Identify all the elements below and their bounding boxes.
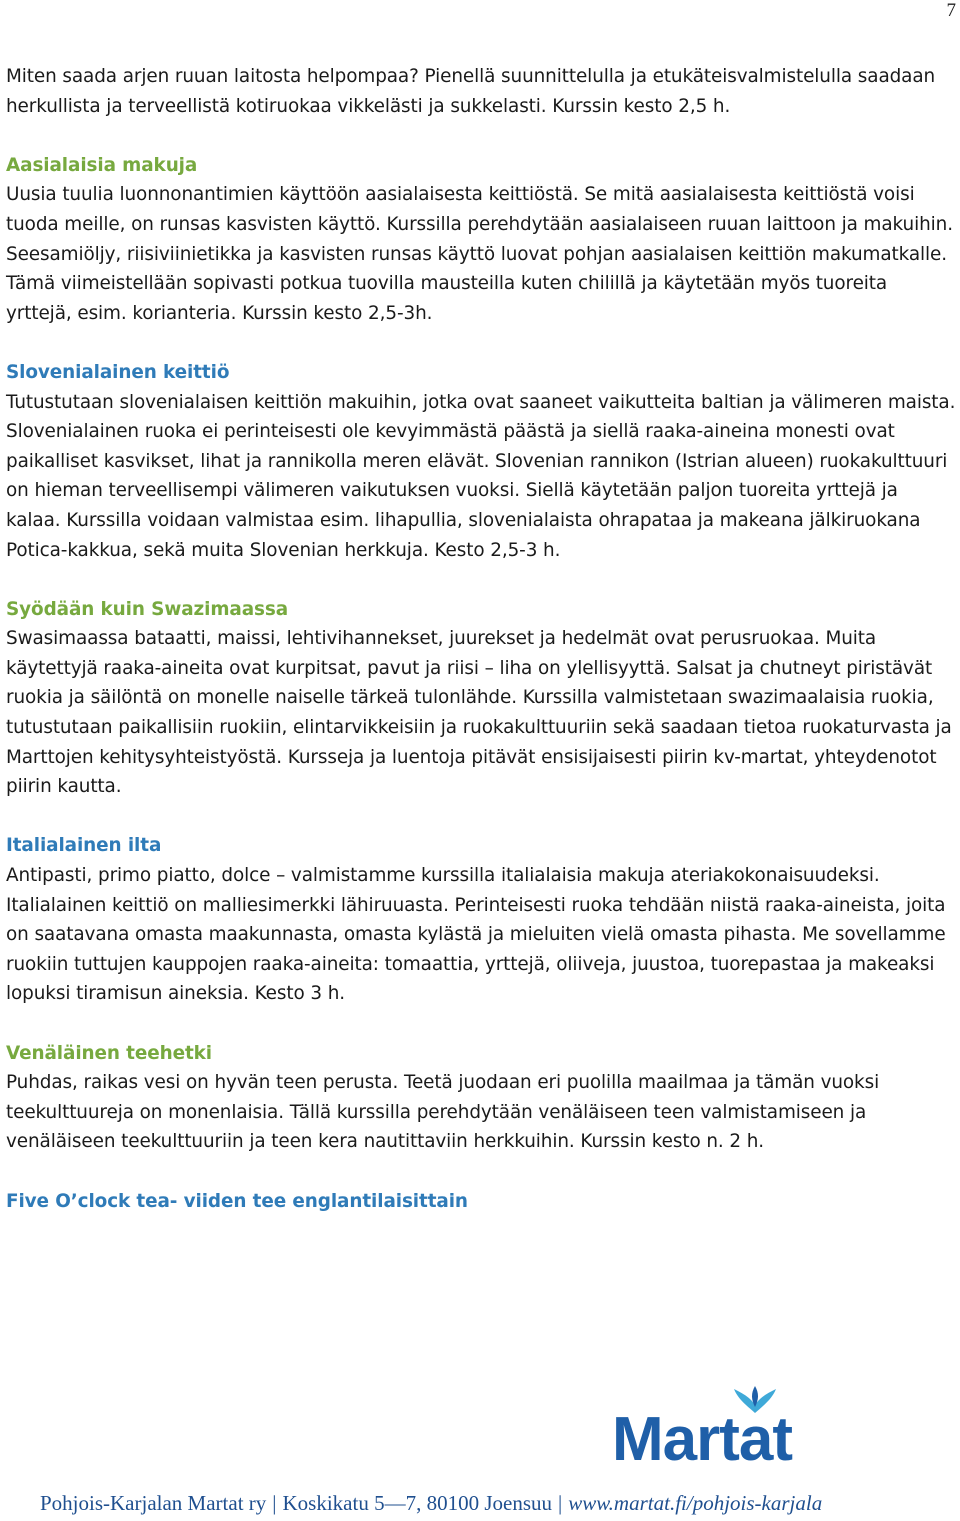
section-asian xyxy=(6,151,956,329)
section-russian xyxy=(6,1039,956,1157)
separator: | xyxy=(558,1491,563,1515)
section-title: Venäläinen teehetki xyxy=(6,1042,213,1064)
section-english-tea xyxy=(6,1187,956,1217)
section-body: Uusia tuulia luonnonantimien käyttöön aasialaisesta keittiöstä. Se mitä aasialaisesta keittiöstä voisi tuoda meille, on runsas kasvisten käyttö. Kurssilla perehdytään aasialaiseen ruuan laittoon ja makuihin. Seesamiöljy, riisiviinietikka ja kasvisten runsas käyttö luovat pohjan aasialaisen keittiön makumatkalle. Tämä viimeistellään sopivasti potkua tuovilla mausteilla kuten chilillä ja käytetään myös tuoreita yrttejä, esim. korianteria. Kurssin kesto 2,5-3h. xyxy=(6,184,953,324)
section-body: Tutustutaan slovenialaisen keittiön makuihin, jotka ovat saaneet vaikutteita baltian ja välimeren maista. Slovenialainen ruoka ei perinteisesti ole kevyimmästä päästä ja siellä raaka-aineina monesti ovat paikalliset kasvikset, lihat ja rannikolla meren elävät. Slovenian rannikon (Istrian alueen) ruokakulttuuri on hieman terveellisempi välimeren vaikutuksen vuoksi. Siellä käytetään paljon tuoreita yrttejä ja kalaa. Kurssilla voidaan valmistaa esim. lihapullia, slovenialaista ohrapataa ja makeana jälkiruokana Potica-kakkua, sekä muita Slovenian herkkuja. Kesto 2,5-3 h. xyxy=(6,391,956,561)
section-title: Five O’clock tea- viiden tee englantilaisittain xyxy=(6,1190,468,1212)
section-swaziland xyxy=(6,595,956,802)
section-body: Puhdas, raikas vesi on hyvän teen perusta. Teetä juodaan eri puolilla maailmaa ja tämän vuoksi teekulttuureja on monenlaisia. Tällä kurssilla perehdytään venäläiseen teen valmistamiseen ja venäläiseen teekulttuuriin ja teen kera nautittaviin herkkuihin. Kurssin kesto n. 2 h. xyxy=(6,1072,880,1153)
address: Koskikatu 5—7, 80100 Joensuu xyxy=(282,1491,552,1515)
section-title: Aasialaisia makuja xyxy=(6,154,198,176)
section-body: Swasimaassa bataatti, maissi, lehtivihannekset, juurekset ja hedelmät ovat perusruokaa. Muita käytettyjä raaka-aineita ovat kurpitsat, pavut ja riisi – liha on ylellisyyttä. Salsat ja chutneyt piristävät ruokia ja säilöntä on monelle naiselle tärkeä tulonlähde. Kurssilla valmistetaan swazimaalaisia ruokia, tutustutaan paikallisiin ruokiin, elintarvikkeisiin ja ruokakulttuuriin sekä saadaan tietoa ruokaturvasta ja Marttojen kehitysyhteistyöstä. Kursseja ja luentoja pitävät ensisijaisesti piirin kv-martat, yhteydenotot piirin kautta. xyxy=(6,628,952,798)
section-italian xyxy=(6,831,956,1009)
section-slovenian xyxy=(6,358,956,565)
section-title: Syödään kuin Swazimaassa xyxy=(6,598,289,620)
page-number: 7 xyxy=(946,0,956,21)
organization-name: Pohjois-Karjalan Martat ry xyxy=(40,1491,267,1515)
document-body xyxy=(6,62,956,1216)
section-body: Antipasti, primo piatto, dolce – valmistamme kurssilla italialaisia makuja ateriakokonaisuudeksi. Italialainen keittiö on malliesimerkki lähiruuasta. Perinteisesti ruoka tehdään niistä raaka-aineista, joita on saatavana omasta maakunnasta, omasta kylästä ja mieluiten vielä omasta pihasta. Me sovellamme ruokiin tuttujen kauppojen raaka-aineita: tomaattia, yrttejä, oliiveja, juustoa, tuorepastaa ja makeaksi lopuksi tiramisun aineksia. Kesto 3 h. xyxy=(6,865,946,1005)
website-link[interactable]: www.martat.fi/pohjois-karjala xyxy=(568,1491,823,1515)
separator: | xyxy=(272,1491,277,1515)
page-footer xyxy=(0,1385,960,1521)
logo-wordmark: Martat xyxy=(612,1405,793,1474)
section-title: Slovenialainen keittiö xyxy=(6,361,230,383)
section-title: Italialainen ilta xyxy=(6,835,162,857)
footer-contact-line xyxy=(40,1491,870,1516)
intro-paragraph: Miten saada arjen ruuan laitosta helpompaa? Pienellä suunnittelulla ja etukäteisvalmistelulla saadaan herkullista ja terveellistä kotiruokaa vikkelästi ja sukkelasti. Kurssin kesto 2,5 h. xyxy=(6,66,936,117)
martat-logo xyxy=(612,1385,912,1480)
